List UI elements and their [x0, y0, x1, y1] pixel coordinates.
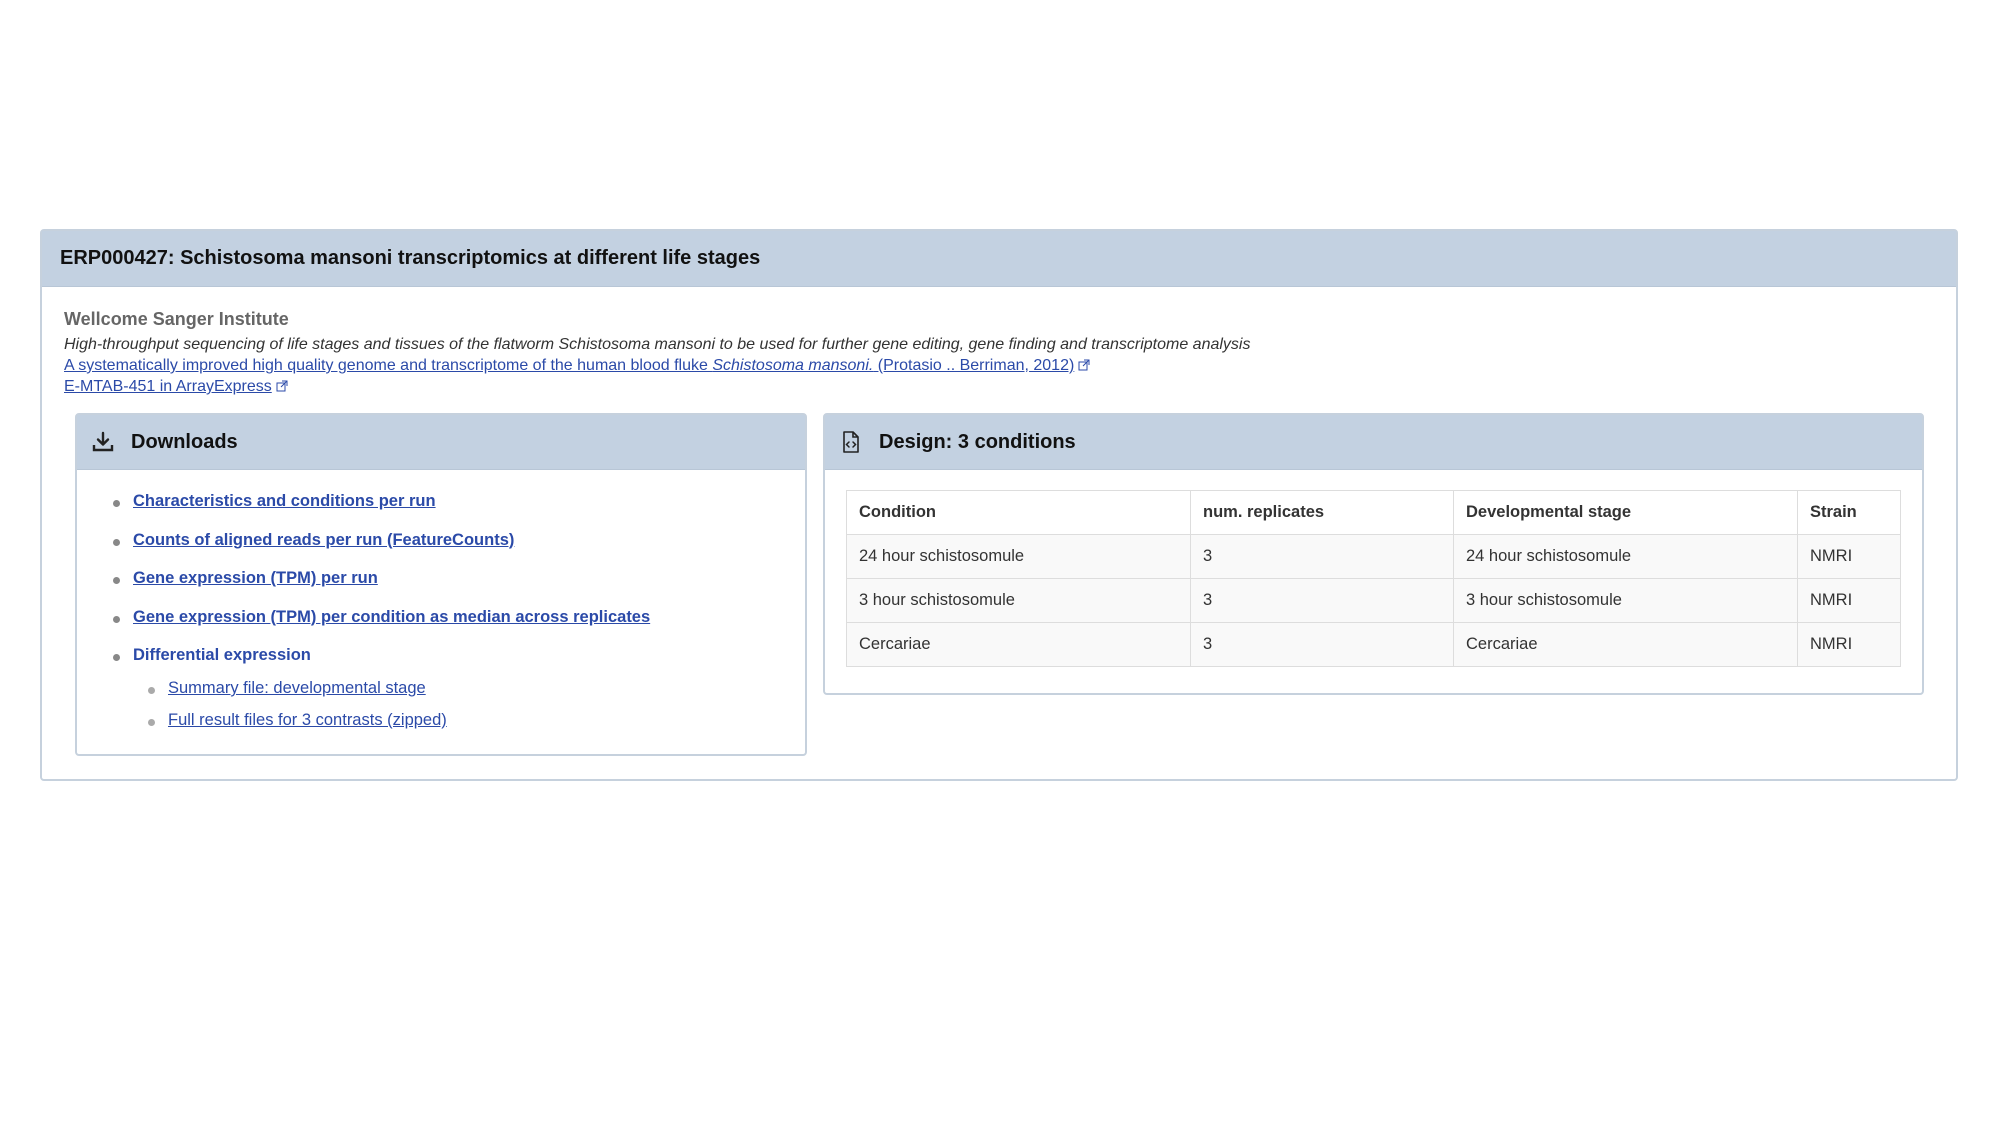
experiment-description: High-throughput sequencing of life stages and tissues of the flatworm Schistosoma mansoni to be used for further gene editing, gene finding and transcriptome analysis [64, 336, 1251, 353]
table-cell: NMRI [1798, 535, 1901, 579]
design-header [825, 415, 1922, 470]
download-icon [91, 430, 115, 454]
table-cell: 3 [1191, 623, 1454, 667]
table-cell: 3 [1191, 579, 1454, 623]
download-counts-link[interactable]: Counts of aligned reads per run (FeatureCounts) [133, 530, 515, 549]
list-item [113, 569, 805, 608]
table-row [847, 623, 1901, 667]
download-tpm-run-link[interactable]: Gene expression (TPM) per run [133, 569, 378, 587]
publication-link[interactable] [64, 357, 1090, 375]
list-item [113, 646, 805, 743]
publication-text-after: (Protasio .. Berriman, 2012) [873, 357, 1075, 374]
differential-sublist [133, 679, 805, 743]
design-panel [823, 413, 1924, 695]
column-header-strain: Strain [1798, 491, 1901, 535]
column-header-dev-stage: Developmental stage [1454, 491, 1798, 535]
design-table-wrap [825, 470, 1922, 667]
table-cell: 3 [1191, 535, 1454, 579]
list-item [148, 679, 805, 711]
external-link-icon [1078, 359, 1090, 371]
list-item [113, 492, 805, 531]
list-item [113, 608, 805, 647]
experiment-panel [40, 229, 1958, 781]
table-cell: 24 hour schistosomule [1454, 535, 1798, 579]
arrayexpress-link[interactable] [64, 378, 288, 396]
arrayexpress-link-text: E-MTAB-451 in ArrayExpress [64, 378, 272, 395]
list-item [113, 531, 805, 570]
differential-expression-label: Differential expression [133, 646, 311, 664]
external-link-icon [276, 380, 288, 392]
table-row [847, 579, 1901, 623]
download-characteristics-link[interactable]: Characteristics and conditions per run [133, 492, 436, 510]
list-item [148, 711, 805, 743]
experiment-header [42, 231, 1956, 287]
downloads-list [77, 470, 805, 743]
table-row [847, 535, 1901, 579]
downloads-title: Downloads [131, 430, 238, 453]
table-header-row [847, 491, 1901, 535]
download-full-results-link[interactable]: Full result files for 3 contrasts (zipped) [168, 711, 447, 729]
design-title: Design: 3 conditions [879, 430, 1076, 453]
experiment-body [42, 287, 1956, 399]
table-cell: Cercariae [1454, 623, 1798, 667]
column-header-replicates: num. replicates [1191, 491, 1454, 535]
publication-species: Schistosoma mansoni. [712, 357, 874, 374]
table-cell: 24 hour schistosomule [847, 535, 1191, 579]
download-tpm-condition-link[interactable]: Gene expression (TPM) per condition as median across replicates [133, 607, 651, 626]
publication-text-before: A systematically improved high quality genome and transcriptome of the human blood fluke [64, 357, 713, 374]
design-table [846, 490, 1901, 667]
column-header-condition: Condition [847, 491, 1191, 535]
table-cell: 3 hour schistosomule [1454, 579, 1798, 623]
downloads-header [77, 415, 805, 470]
institute-name: Wellcome Sanger Institute [64, 309, 289, 329]
file-code-icon [839, 430, 863, 454]
table-cell: NMRI [1798, 579, 1901, 623]
table-cell: NMRI [1798, 623, 1901, 667]
table-cell: Cercariae [847, 623, 1191, 667]
experiment-title: ERP000427: Schistosoma mansoni transcriptomics at different life stages [60, 247, 761, 269]
download-summary-file-link[interactable]: Summary file: developmental stage [168, 679, 426, 697]
table-cell: 3 hour schistosomule [847, 579, 1191, 623]
downloads-panel [75, 413, 807, 756]
